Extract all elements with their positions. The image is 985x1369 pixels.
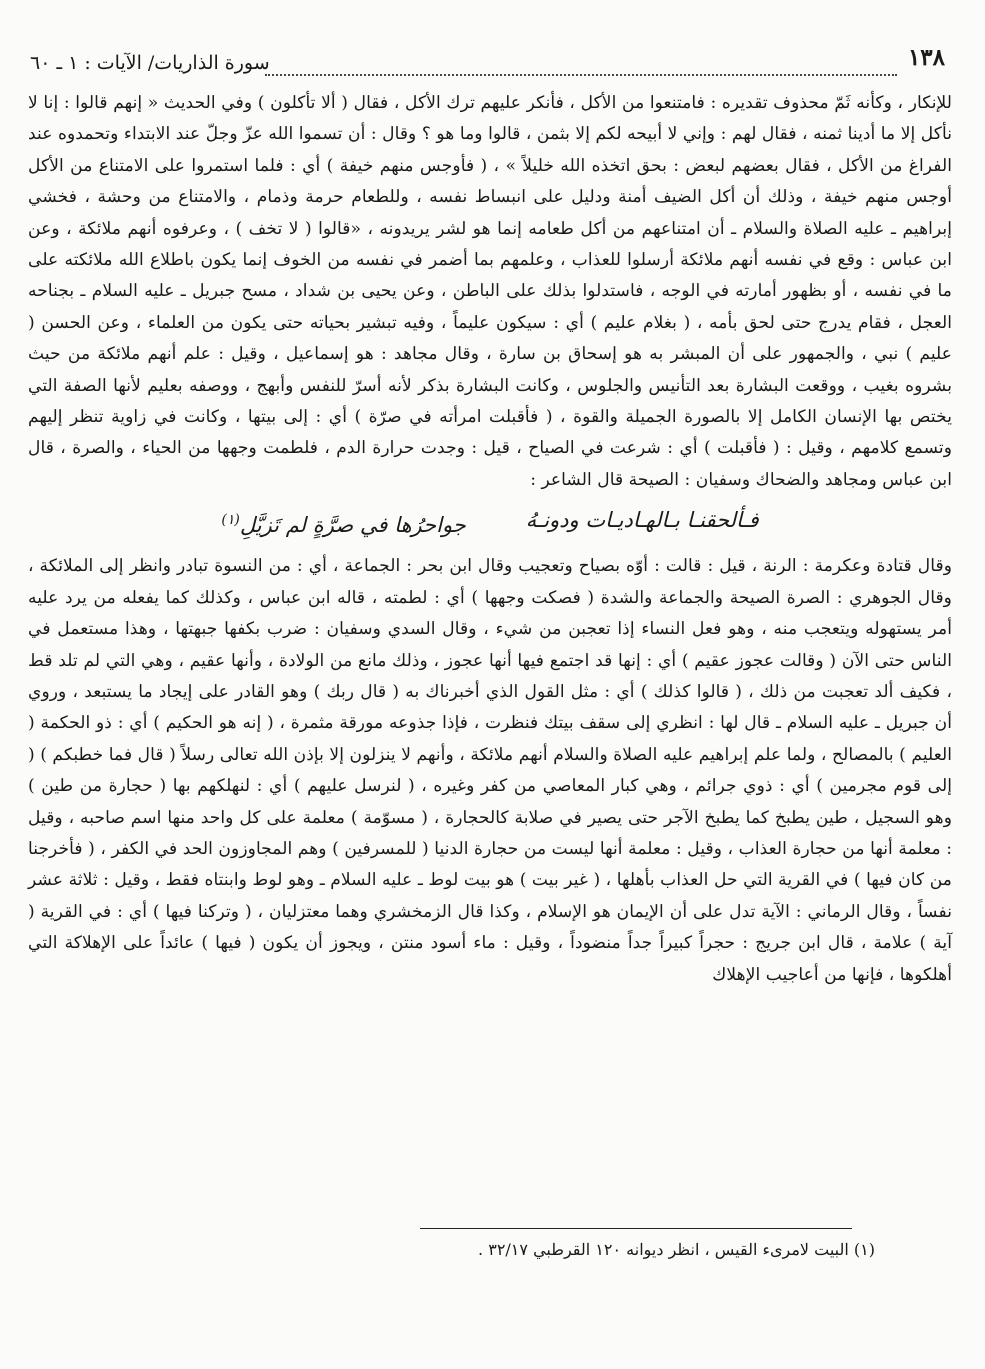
- verse-hemistich-first: فـألحقنـا بـالهـاديـات ودونـهُ: [525, 508, 759, 533]
- page-header: [30, 44, 945, 84]
- paragraph: للإنكار ، وكأنه ثَمّ محذوف تقديره : فامتنعوا من الأكل ، فأنكر عليهم ترك الأكل ، فقال ( ألا تأكلون ) وفي الحديث « إنهم قالوا : إنا لا نأكل إلا ما أدينا ثمنه ، فقال لهم : وإني لا أبيحه لكم إلا بثمن ، قالوا وما هو ؟ وقال : أن تسموا الله عزّ وجلّ عند الابتداء وتحمدوه عند الفراغ من الأكل ، فقال بعضهم لبعض : بحق اتخذه الله خليلاً » ، ( فأوجس منهم خيفة ) أي : فلما استمروا على الامتناع من الأكل أوجس منهم خيفة ، وذلك أن أكل الضيف أمنة ودليل على انبساط نفسه ، وللطعام حرمة وذمام ، والامتناع من وحشة ، فخشي إبراهيم ـ عليه الصلاة والسلام ـ أن امتناعهم من أكل طعامه إنما هو لشر يريدونه ، «قالوا ( لا تخف ) ، وعرفوه أنهم ملائكة ، وعن ابن عباس : وقع في نفسه أنهم ملائكة أرسلوا للعذاب ، وعلمهم بما أضمر في نفسه من الخوف إنما يكون باطلاع الله ملائكته على ما في نفسه ، أو بظهور أمارته في الوجه ، فاستدلوا بذلك على الباطن ، وعن يحيى بن شداد ، مسح جبريل ـ عليه السلام ـ بجناحه العجل ، فقام يدرج حتى لحق بأمه ، ( بغلام عليم ) أي : سيكون عليماً ، وفيه تبشير بحياته حتى يكون من العلماء ، وعن الحسن ( عليم ) نبي ، والجمهور على أن المبشر به هو إسحاق بن سارة ، وقال مجاهد : هو إسماعيل ، وقيل : علم أنهم ملائكة من حيث بشروه بغيب ، ووقعت البشارة بعد التأنيس والجلوس ، وكانت البشارة بذكر لأنه أسرّ للنفس وأبهج ، ووصفه بعليم لأنها الصفة التي يختص بها الإنسان الكامل إلا بالصورة الجميلة والقوة ، ( فأقبلت امرأته في صرّة ) أي : إلى بيتها ، وكانت في زاوية تنظر إليهم وتسمع كلامهم ، وقيل : ( فأقبلت ) أي : شرعت في الصياح ، قيل : وجدت حرارة الدم ، فلطمت وجهها من الحياء ، والصرة ، قال ابن عباس ومجاهد والضحاك وسفيان : الصيحة قال الشاعر :: [28, 93, 952, 490]
- page-number: ١٣٨: [907, 44, 945, 71]
- paragraph: وقال قتادة وعكرمة : الرنة ، قيل : قالت : أوّه بصياح وتعجيب وقال ابن بحر : الجماعة ، أي : من النسوة تبادر وانظر إلى الملائكة ، وقال الجوهري : الصرة الصيحة والجماعة والشدة ( فصكت وجهها ) أي : لطمته ، قاله ابن عباس ، وكذلك كما يفعله من يرد عليه أمر يستهوله ويتعجب منه ، وهو فعل النساء إذا تعجبن من شيء ، وقال السدي وسفيان : ضرب بكفها جبهتها ، وهذا مستعمل في الناس حتى الآن ( وقالت عجوز عقيم ) أي : إنها قد اجتمع فيها أنها عجوز ، وذلك مانع من الولادة ، وأنها عقيم ، وهي التي لم تلد قط ، فكيف ألد تعجبت من ذلك ، ( قالوا كذلك ) أي : مثل القول الذي أخبرناك به ( قال ربك ) وهو القادر على إيجاد ما يستبعد ، وروي أن جبريل ـ عليه السلام ـ قال لها : انظري إلى سقف بيتك فنظرت ، فإذا جذوعه مورقة مثمرة ، ( إنه هو الحكيم ) أي : ذو الحكمة ( العليم ) بالمصالح ، ولما علم إبراهيم عليه الصلاة والسلام أنهم ملائكة ، وأنهم لا ينزلون إلا بإذن الله تعالى رسلاً ( قال فما خطبكم ) ( إلى قوم مجرمين ) أي : ذوي جرائم ، وهي كبار المعاصي من كفر وغيره ، ( لنرسل عليهم ) أي : لنهلكهم بها ( حجارة من طين ) وهو السجيل ، طين يطبخ كما يطبخ الآجر حتى يصير في صلابة كالحجارة ، ( مسوّمة ) معلمة على كل واحد منها اسم صاحبه ، وقيل : معلمة أنها من حجارة العذاب ، وقيل : معلمة أنها ليست من حجارة الدنيا ( للمسرفين ) وهم المجاوزون الحد في الكفر ، ( فأخرجنا من كان فيها ) في القرية التي حل العذاب بأهلها ، ( غير بيت ) هو بيت لوط ـ عليه السلام ـ وهو لوط وابنتاه فقط ، وقيل : ثلاثة عشر نفساً ، وقال الرماني : الآية تدل على أن الإيمان هو الإسلام ، وكذا قال الزمخشري وهما معتزليان ، ( وتركنا فيها ) أي : في القرية ( آية ) علامة ، قال ابن جريج : حجراً كبيراً جداً منضوداً ، وقيل : ماء أسود منتن ، ويجوز أن يكون ( فيها ) عائداً على الإهلاكة التي أهلكوها ، فإنها من أعاجيب الإهلاك: [28, 556, 952, 985]
- poetry-verse: [28, 500, 952, 545]
- footnote-marker: (١): [221, 512, 240, 529]
- footnote: (١) البيت لامرىء القيس ، انظر ديوانه ١٢٠ القرطبي ٣٢/١٧ .: [478, 1240, 875, 1259]
- running-title: سورة الذاريات/ الآيات : ١ ـ ٦٠: [30, 52, 270, 74]
- verse-hemistich-second-text: جواحرُها في صرَّةٍ لم تَزيَّلِ: [239, 513, 466, 538]
- main-text: [28, 88, 952, 991]
- footnote-separator: [420, 1228, 852, 1229]
- header-dotted-rule: [265, 74, 897, 76]
- verse-hemistich-second: [221, 500, 465, 545]
